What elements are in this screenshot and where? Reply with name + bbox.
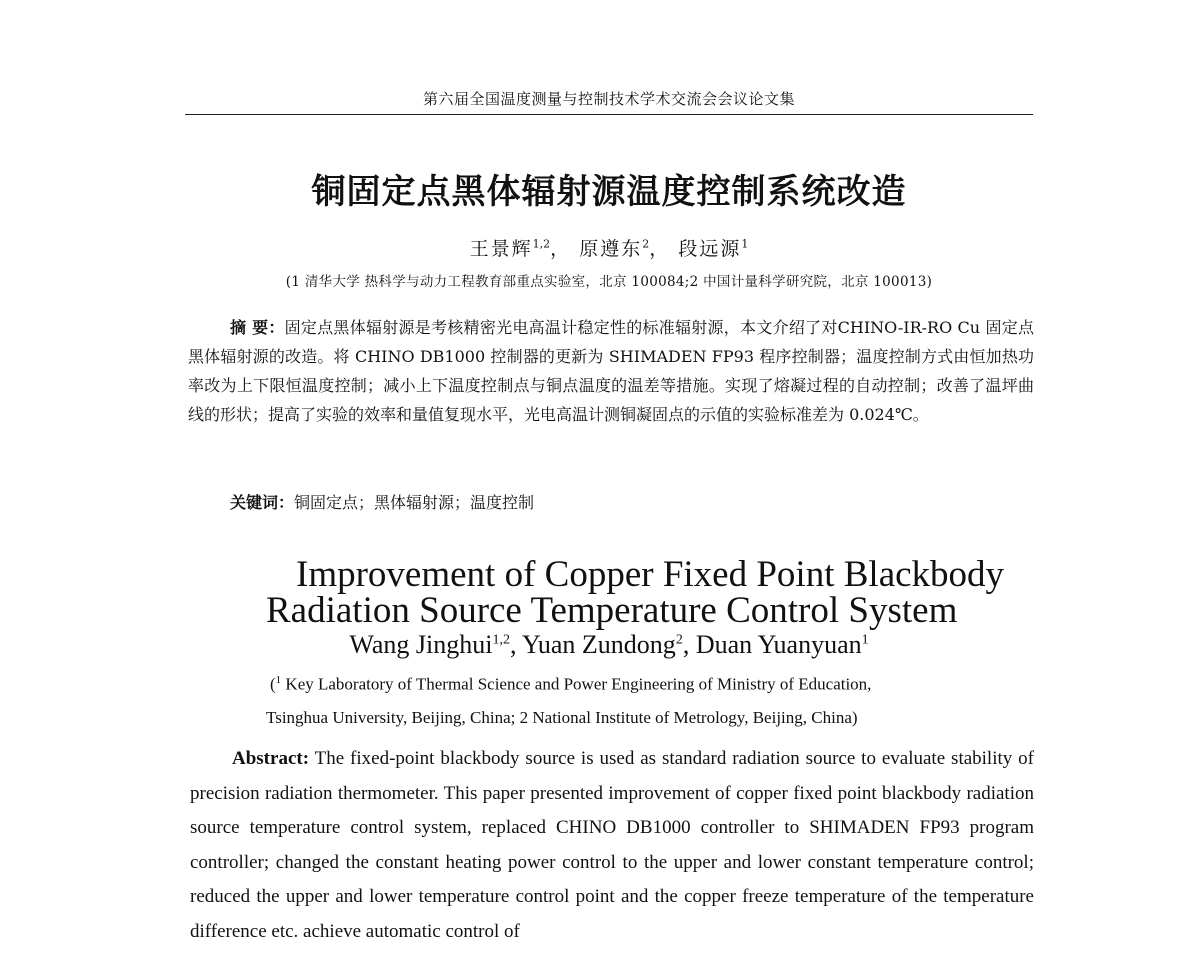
author-affiliation-mark: 2 [675,632,683,648]
abstract-en [190,742,1034,949]
running-header [185,88,1033,115]
abstract-label-en: Abstract: [232,748,310,769]
author-separator: , [509,630,522,659]
author-list-zh [185,234,1033,261]
author-affiliation-mark: 1,2 [492,632,510,648]
abstract-zh [188,313,1034,429]
affiliation-open-paren: ( [270,674,276,694]
author-affiliation-mark: 1 [861,632,869,648]
author-name: 段远源 [678,238,742,260]
author-name: 王景辉 [469,238,533,260]
author-affiliation-mark: 1 [741,237,749,251]
author-separator: ， [649,238,671,260]
author-name: 原遵东 [579,238,643,260]
affiliation-en-line2: Tsinghua University, Beijing, China; 2 National Institute of Metrology, Beijing, China) [266,708,858,727]
abstract-body-en: The fixed-point blackbody source is used as standard radiation source to evaluate stability of precision radiation thermometer. This paper presented improvement of copper fixed point blackbody radiation source temperature control system, replaced CHINO DB1000 controller to SHIMADEN FP93 program controller; changed the constant heating power control to the upper and lower constant temperature control; reduced the upper and lower temperature control point and the copper freeze temperature of the temperature difference etc. achieve automatic control of [190,748,1034,942]
affiliation-text-line1: Key Laboratory of Thermal Science and Power Engineering of Ministry of Education, [281,674,872,694]
affiliation-zh: (1 清华大学 热科学与动力工程教育部重点实验室，北京 100084;2 中国计量科学研究院，北京 100013) [285,274,933,290]
abstract-label-zh: 摘 要： [230,318,285,337]
keywords-zh [230,490,1030,513]
keywords-label-zh: 关键词： [230,493,295,512]
author-affiliation-mark: 2 [642,237,650,251]
author-list-en [185,630,1033,660]
affiliation-en-line1 [270,674,1030,695]
author-separator: , [682,630,696,659]
paper-title-en-line1: Improvement of Copper Fixed Point Blackbody [296,554,1005,595]
author-name: Wang Jinghui [349,630,493,659]
keywords-body-zh: 铜固定点；黑体辐射源；温度控制 [294,493,535,512]
author-affiliation-mark: 1,2 [532,237,551,251]
abstract-body-zh: 固定点黑体辐射源是考核精密光电高温计稳定性的标准辐射源，本文介绍了对CHINO-IR-RO Cu 固定点黑体辐射源的改造。将 CHINO DB1000 控制器的更新为 SHIMADEN FP93 程序控制器；温度控制方式由恒加热功率改为上下限恒温度控制；减小上下温度控制点与铜点温度的温差等措施。实现了熔凝过程的自动控制；改善了温坪曲线的形状；提高了实验的效率和量值复现水平，光电高温计测铜凝固点的示值的实验标准差为 0.024℃。 [188,318,1034,424]
affiliation-mark: 1 [275,674,282,686]
paper-title-zh: 铜固定点黑体辐射源温度控制系统改造 [311,172,907,212]
author-separator: ， [550,238,572,260]
author-name: Yuan Zundong [521,630,676,659]
paper-title-en-line2: Radiation Source Temperature Control System [266,590,958,631]
running-title: 第六届全国温度测量与控制技术学术交流会会议论文集 [422,90,795,108]
author-name: Duan Yuanyuan [695,630,862,659]
